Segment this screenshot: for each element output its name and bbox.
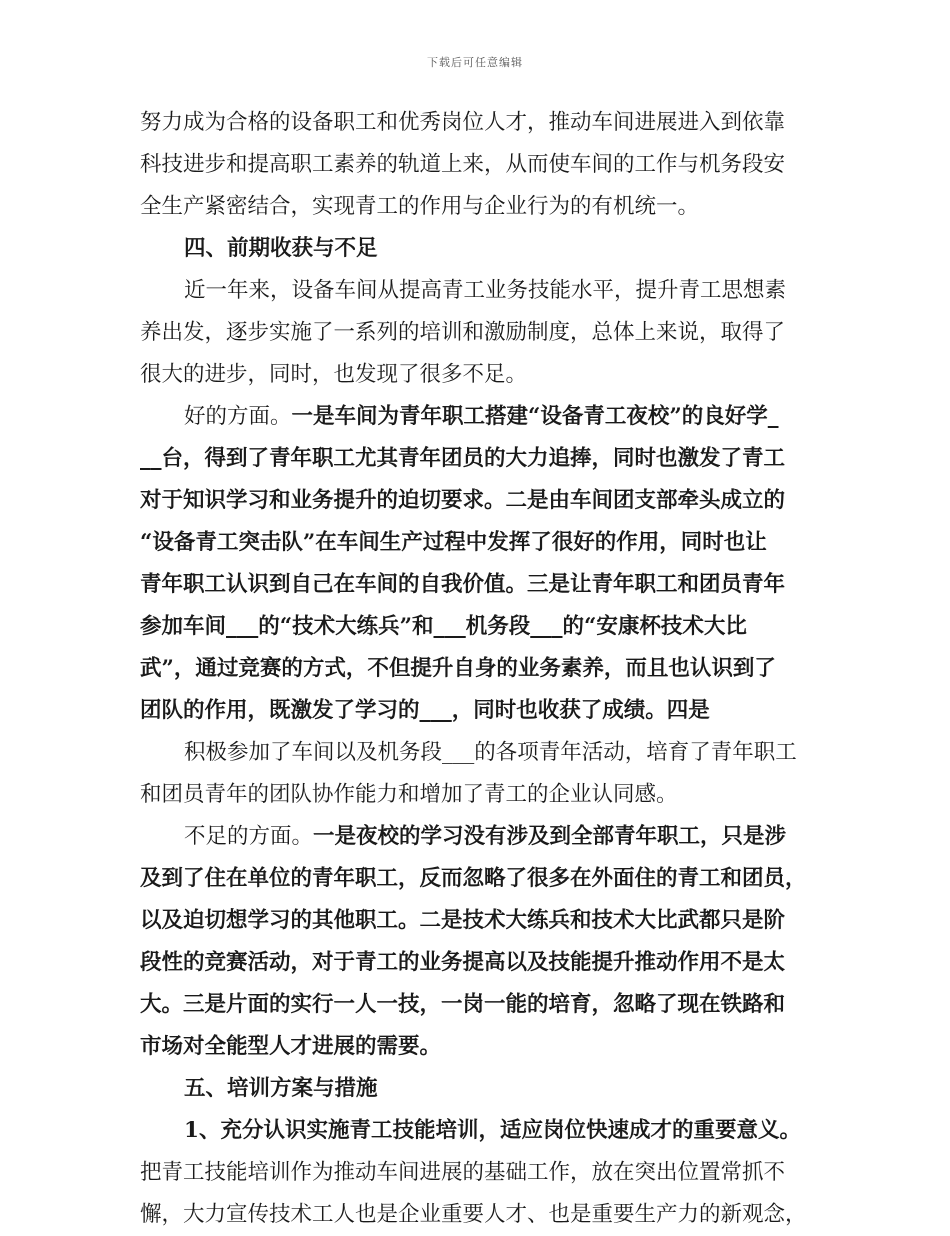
text-line: 大。三是片面的实行一人一技，一岗一能的培育，忽略了现在铁路和 [140,992,786,1017]
document-body [140,102,820,1236]
section-heading: 五、培训方案与措施 [184,1076,378,1101]
text-line: 近一年来，设备车间从提高青工业务技能水平，提升青工思想素 [184,278,787,303]
text-line: 青年职工认识到自己在车间的自我价值。三是让青年职工和团员青年 [140,572,786,597]
text-line: 懈，大力宣传技术工人也是企业重要人才、也是重要生产力的新观念， [140,1202,807,1227]
paragraph-lead: 不足的方面。 [184,824,314,849]
text-line: 团队的作用，既激发了学习的___，同时也收获了成绩。四是 [140,698,710,723]
text-line: 努力成为合格的设备职工和优秀岗位人才，推动车间进展进入到依靠 [140,110,786,135]
text-line: 和团员青年的团队协作能力和增加了青工的企业认同感。 [140,782,678,807]
text-line: 以及迫切想学习的其他职工。二是技术大练兵和技术大比武都只是阶 [140,908,786,933]
text-line: 对于知识学习和业务提升的迫切要求。二是由车间团支部牵头成立的 [140,488,786,513]
text-line [140,816,820,858]
text-line: 市场对全能型人才进展的需要。 [140,1034,442,1059]
text-line: 积极参加了车间以及机务段___的各项青年活动，培育了青年职工 [184,740,797,765]
page-header: 下载后可任意编辑 [427,56,523,69]
section-heading: 四、前期收获与不足 [184,236,378,261]
subsection-heading: 1、充分认识实施青工技能培训，适应岗位快速成才的重要意义。 [184,1118,801,1143]
paragraph-lead: 好的方面。 [184,404,292,429]
text-line: 养出发，逐步实施了一系列的培训和激励制度，总体上来说，取得了 [140,320,786,345]
text-line: 科技进步和提高职工素养的轨道上来，从而使车间的工作与机务段安 [140,152,786,177]
text-line: 段性的竞赛活动，对于青工的业务提高以及技能提升推动作用不是太 [140,950,786,975]
paragraph-text: 一是车间为青年职工搭建“设备青工夜校”的良好学_ [291,404,779,429]
text-line: “设备青工突击队”在车间生产过程中发挥了很好的作用，同时也让 [140,530,767,555]
text-line: 全生产紧密结合，实现青工的作用与企业行为的有机统一。 [140,194,700,219]
text-line: 参加车间___的“技术大练兵”和___机务段___的“安康杯技术大比 [140,614,747,639]
paragraph-text: 一是夜校的学习没有涉及到全部青年职工，只是涉 [313,824,787,849]
text-line: 及到了住在单位的青年职工，反而忽略了很多在外面住的青工和团员， [140,866,807,891]
text-line: 很大的进步，同时，也发现了很多不足。 [140,362,528,387]
text-line: 武”，通过竞赛的方式，不但提升自身的业务素养，而且也认识到了 [140,656,776,681]
text-line [140,396,820,438]
text-line: __台，得到了青年职工尤其青年团员的大力追捧，同时也激发了青工 [140,446,786,471]
text-line: 把青工技能培训作为推动车间进展的基础工作，放在突出位置常抓不 [140,1160,786,1185]
